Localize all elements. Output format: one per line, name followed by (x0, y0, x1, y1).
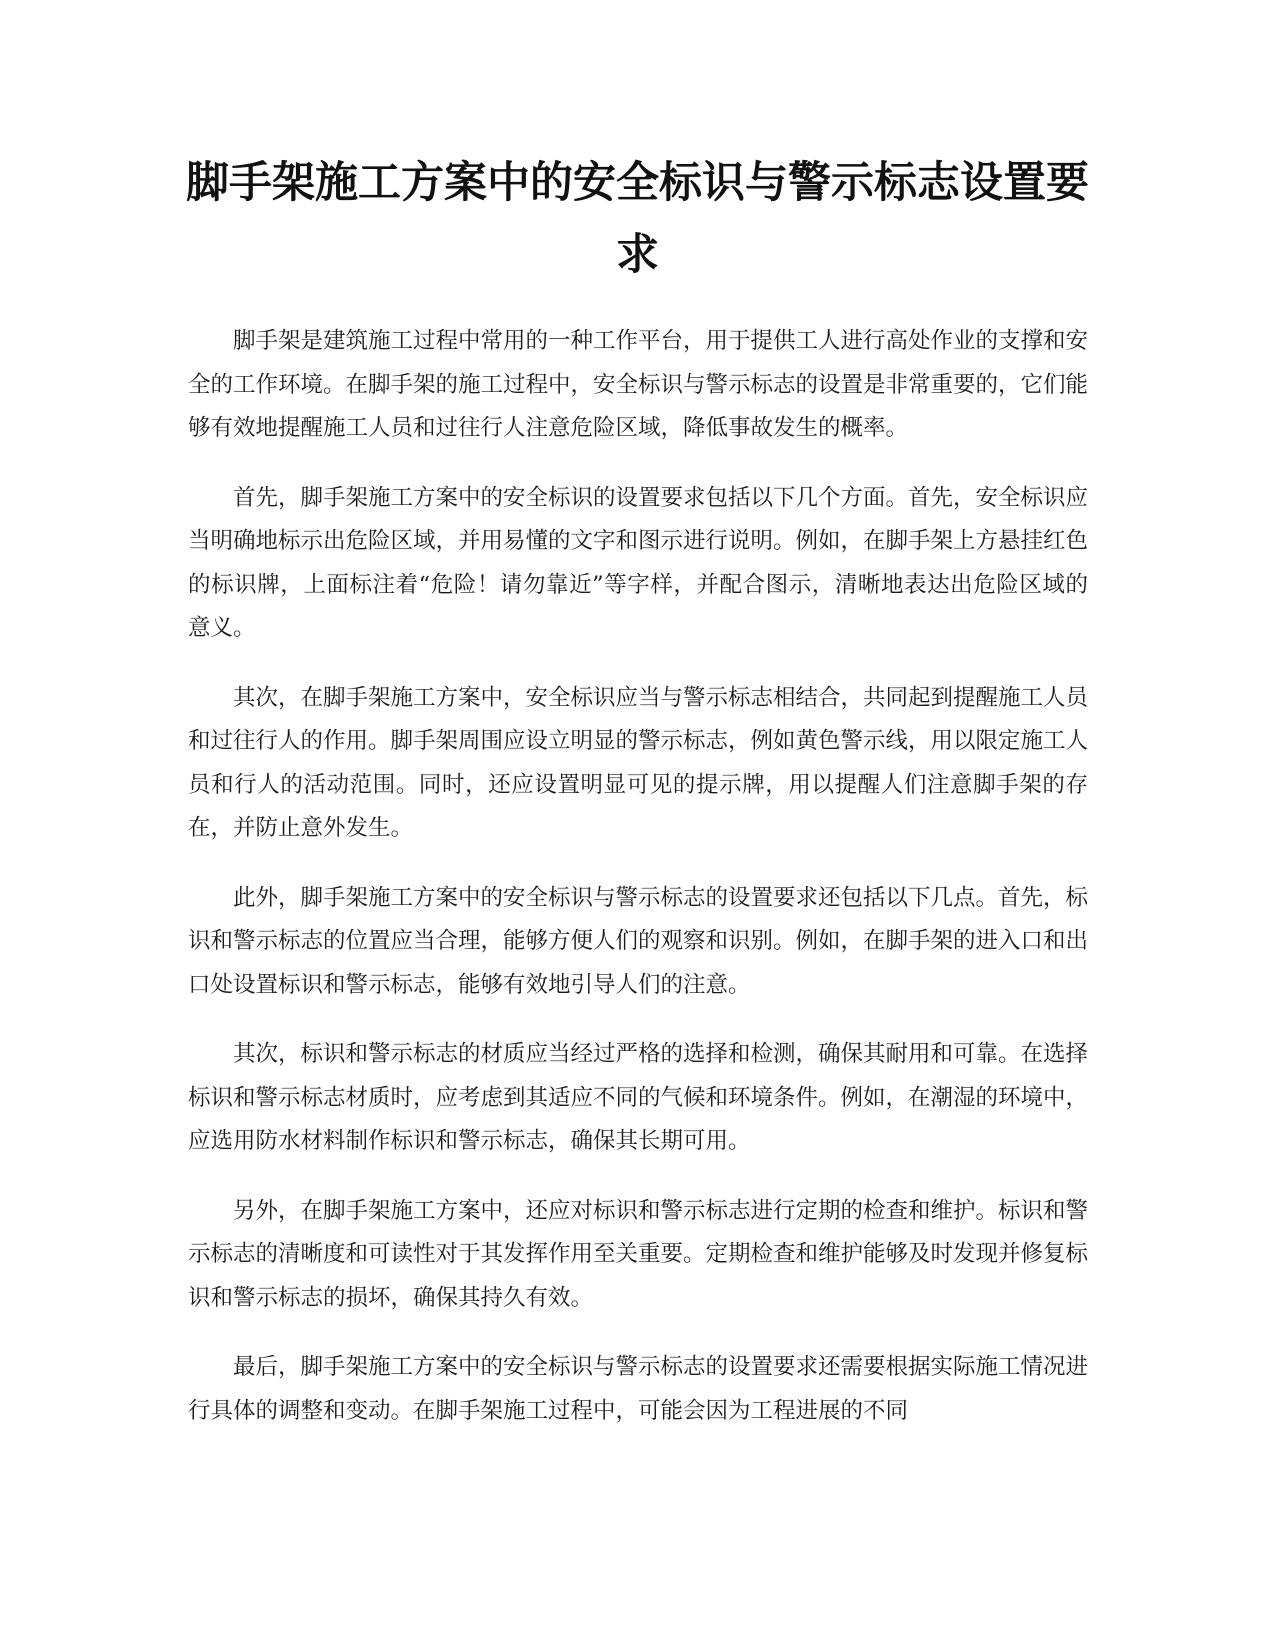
document-title: 脚手架施工方案中的安全标识与警示标志设置要求 (186, 158, 1089, 280)
paragraph-maintenance: 另外，在脚手架施工方案中，还应对标识和警示标志进行定期的检查和维护。标识和警示标志的清晰度和可读性对于其发挥作用至关重要。定期检查和维护能够及时发现并修复标识和警示标志的损坏，确保其持久有效。 (188, 1197, 1089, 1311)
paragraph-intro: 脚手架是建筑施工过程中常用的一种工作平台，用于提供工人进行高处作业的支撑和安全的工作环境。在脚手架的施工过程中，安全标识与警示标志的设置是非常重要的，它们能够有效地提醒施工人员和过往行人注意危险区域，降低事故发生的概率。 (188, 328, 1089, 441)
paragraph-first: 首先，脚手架施工方案中的安全标识的设置要求包括以下几个方面。首先，安全标识应当明确地标示出危险区域，并用易懂的文字和图示进行说明。例如，在脚手架上方悬挂红色的标识牌，上面标注着“危险！请勿靠近”等字样，并配合图示，清晰地表达出危险区域的意义。 (188, 484, 1089, 641)
paragraph-material: 其次，标识和警示标志的材质应当经过严格的选择和检测，确保其耐用和可靠。在选择标识和警示标志材质时，应考虑到其适应不同的气候和环境条件。例如，在潮湿的环境中，应选用防水材料制作标识和警示标志，确保其长期可用。 (188, 1041, 1089, 1154)
document-body (188, 320, 1088, 1459)
paragraph-final: 最后，脚手架施工方案中的安全标识与警示标志的设置要求还需要根据实际施工情况进行具体的调整和变动。在脚手架施工过程中，可能会因为工程进展的不同 (188, 1354, 1089, 1424)
paragraph-second: 其次，在脚手架施工方案中，安全标识应当与警示标志相结合，共同起到提醒施工人员和过往行人的作用。脚手架周围应设立明显的警示标志，例如黄色警示线，用以限定施工人员和行人的活动范围。同时，还应设置明显可见的提示牌，用以提醒人们注意脚手架的存在，并防止意外发生。 (188, 684, 1089, 841)
paragraph-additional: 此外，脚手架施工方案中的安全标识与警示标志的设置要求还包括以下几点。首先，标识和警示标志的位置应当合理，能够方便人们的观察和识别。例如，在脚手架的进入口和出口处设置标识和警示标志，能够有效地引导人们的注意。 (188, 884, 1089, 998)
